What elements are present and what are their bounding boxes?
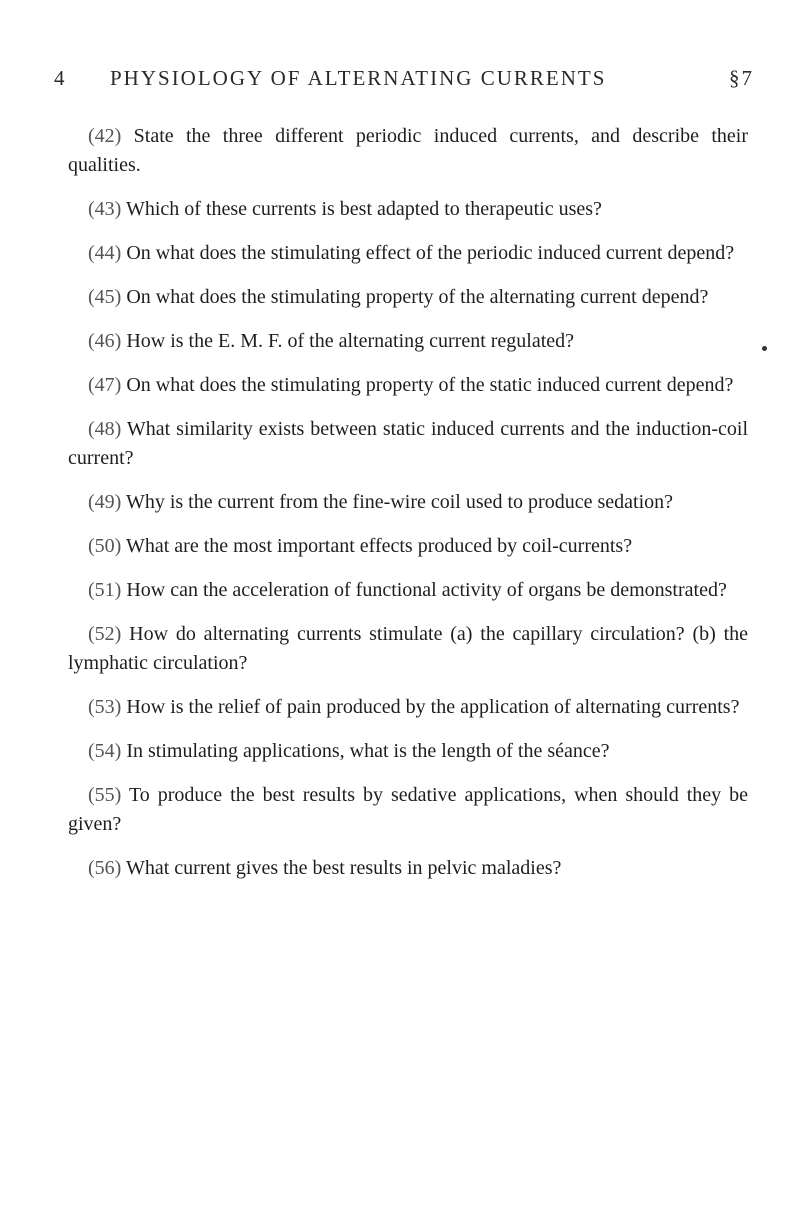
running-title: PHYSIOLOGY OF ALTERNATING CURRENTS	[110, 66, 607, 90]
question-text: On what does the stimulating effect of the periodic induced current depend?	[126, 242, 735, 264]
question-number: (42)	[88, 125, 122, 147]
question-text: To produce the best results by sedative applications, when should they be given?	[68, 784, 748, 835]
question-item	[68, 781, 748, 839]
question-item	[68, 371, 748, 400]
question-item	[68, 854, 748, 883]
page-number: 4	[54, 66, 67, 90]
margin-mark	[762, 346, 767, 351]
question-number: (47)	[88, 374, 122, 396]
running-header	[54, 66, 754, 96]
question-text: How can the acceleration of functional activity of organs be demonstrated?	[126, 579, 727, 601]
section-mark: §7	[729, 66, 754, 90]
question-number: (51)	[88, 579, 122, 601]
question-number: (53)	[88, 696, 122, 718]
question-text: What similarity exists between static induced currents and the induction-coil current?	[68, 418, 748, 469]
question-text: In stimulating applications, what is the length of the séance?	[126, 740, 610, 762]
question-item	[68, 532, 748, 561]
question-number: (52)	[88, 623, 122, 645]
question-text: How is the relief of pain produced by the application of alternating currents?	[126, 696, 740, 718]
question-item	[68, 693, 748, 722]
question-item	[68, 122, 748, 180]
question-number: (49)	[88, 491, 122, 513]
question-text: Why is the current from the fine-wire coil used to produce sedation?	[125, 491, 673, 513]
question-text: Which of these currents is best adapted to therapeutic uses?	[125, 198, 602, 220]
question-item	[68, 620, 748, 678]
question-text: How do alternating currents stimulate (a) the capillary circulation? (b) the lymphatic circulation?	[68, 623, 749, 674]
question-text: State the three different periodic induced currents, and describe their qualities.	[68, 125, 749, 176]
question-number: (44)	[88, 242, 122, 264]
question-text: On what does the stimulating property of the static induced current depend?	[126, 374, 734, 396]
question-number: (55)	[88, 784, 122, 806]
question-text: On what does the stimulating property of the alternating current depend?	[126, 286, 709, 308]
question-number: (54)	[88, 740, 122, 762]
question-item	[68, 283, 748, 312]
question-item	[68, 737, 748, 766]
question-number: (50)	[88, 535, 122, 557]
question-number: (56)	[88, 857, 122, 879]
question-list	[68, 122, 748, 898]
question-item	[68, 576, 748, 605]
question-number: (45)	[88, 286, 122, 308]
question-number: (43)	[88, 198, 122, 220]
question-number: (48)	[88, 418, 122, 440]
question-item	[68, 195, 748, 224]
question-number: (46)	[88, 330, 122, 352]
question-text: How is the E. M. F. of the alternating current regulated?	[126, 330, 575, 352]
question-item	[68, 239, 748, 268]
question-text: What are the most important effects produced by coil-currents?	[125, 535, 633, 557]
question-item	[68, 415, 748, 473]
question-item	[68, 327, 748, 356]
question-text: What current gives the best results in pelvic maladies?	[125, 857, 562, 879]
question-item	[68, 488, 748, 517]
